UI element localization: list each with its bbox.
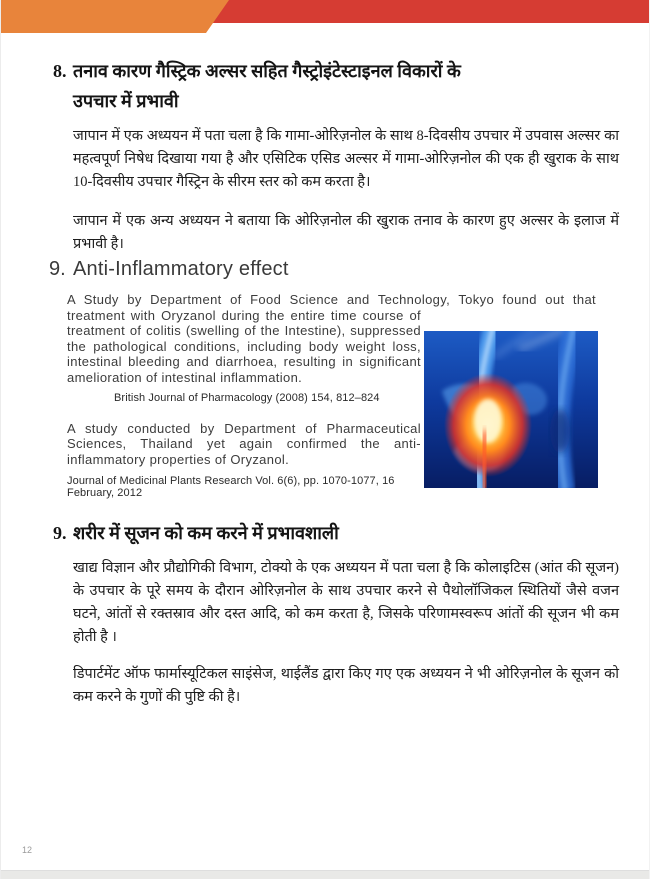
section-8-paragraph-1: जापान में एक अध्ययन में पता चला है कि गामा-ओरिज़नोल के साथ 8-दिवसीय उपचार में उपवास अल्सर का महत्वपूर्ण निषेध दिखाया गया है और एसिटिक एसिड अल्सर में गामा-ओरिज़नोल की एक ही खुराक के साथ 10-दिवसीय उपचार गैस्ट्रिन के सीरम स्तर को कम करता है।: [73, 128, 619, 190]
section-9-anti-inflammatory-en: [49, 258, 601, 499]
section-9-anti-inflammatory-hi: [53, 518, 619, 709]
section-9-en-paragraph-2: A study conducted by Department of Pharmaceutical Sciences, Thailand yet again confirmed the anti-inflammatory properties of Oryzanol.: [67, 420, 421, 467]
section-8-heading-line2: उपचार में प्रभावी: [73, 91, 179, 111]
section-9-en-heading: Anti-Inflammatory effect: [73, 258, 289, 280]
section-8-paragraph-2: जापान में एक अन्य अध्ययन ने बताया कि ओरिज़नोल की खुराक तनाव के कारण हुए अल्सर के इलाज में प्रभावी है।: [73, 213, 619, 252]
section-8-heading: [73, 56, 461, 116]
section-8-number: 8.: [53, 61, 67, 81]
bottom-edge-strip: [1, 870, 649, 879]
section-9-hi-paragraph-1: खाद्य विज्ञान और प्रौद्योगिकी विभाग, टोक्यो के एक अध्ययन में पता चला है कि कोलाइटिस (आंत की सूजन) के उपचार के पूरे समय के दौरान ओरिज़नोल के साथ उपचार करने से पैथोलॉजिकल स्थितियों जैसे वजन घटने, आंतों से रक्तस्राव और दस्त आदि, को कम करता है, जिसके परिणामस्वरूप आंतों की सूजन भी कम होती है ।: [73, 560, 619, 645]
section-9-en-number: 9.: [49, 258, 66, 280]
knee-inflammation-image: [424, 331, 598, 488]
knee-xray-illustration: [424, 331, 598, 488]
section-8-heading-line1: तनाव कारण गैस्ट्रिक अल्सर सहित गैस्ट्रोइंटेस्टाइनल विकारों के: [73, 61, 461, 81]
section-9-en-body: [67, 292, 597, 499]
citation-british-journal: British Journal of Pharmacology (2008) 154, 812–824: [114, 391, 380, 404]
section-9-hi-heading: शरीर में सूजन को कम करने में प्रभावशाली: [73, 523, 339, 543]
section-9-en-paragraph-1: A Study by Department of Food Science and Technology, Tokyo found out that treatment with Oryzanol during the entire time course of treatment of colitis (swelling of the Intestine), suppressed the pathological conditions, including body weight loss, intestinal bleeding and diarrhoea, resulting in significant amelioration of intestinal inflammation.: [67, 292, 596, 385]
section-8-gastrointestinal: [53, 56, 619, 256]
section-9-hi-number: 9.: [53, 523, 67, 543]
text-wrap-spacer: [596, 292, 597, 322]
citation-medicinal-plants-journal: Journal of Medicinal Plants Research Vol. 6(6), pp. 1070-1077, 16 February, 2012: [67, 475, 395, 500]
header-orange-stripe: [1, 0, 229, 33]
section-9-hi-paragraph-2: डिपार्टमेंट ऑफ फार्मास्यूटिकल साइंसेज, थाईलैंड द्वारा किए गए एक अध्ययन ने भी ओरिज़नोल के सूजन को कम करने के गुणों की पुष्टि की है।: [73, 666, 619, 705]
header-red-stripe: [191, 0, 649, 23]
page-number: 12: [22, 845, 33, 855]
